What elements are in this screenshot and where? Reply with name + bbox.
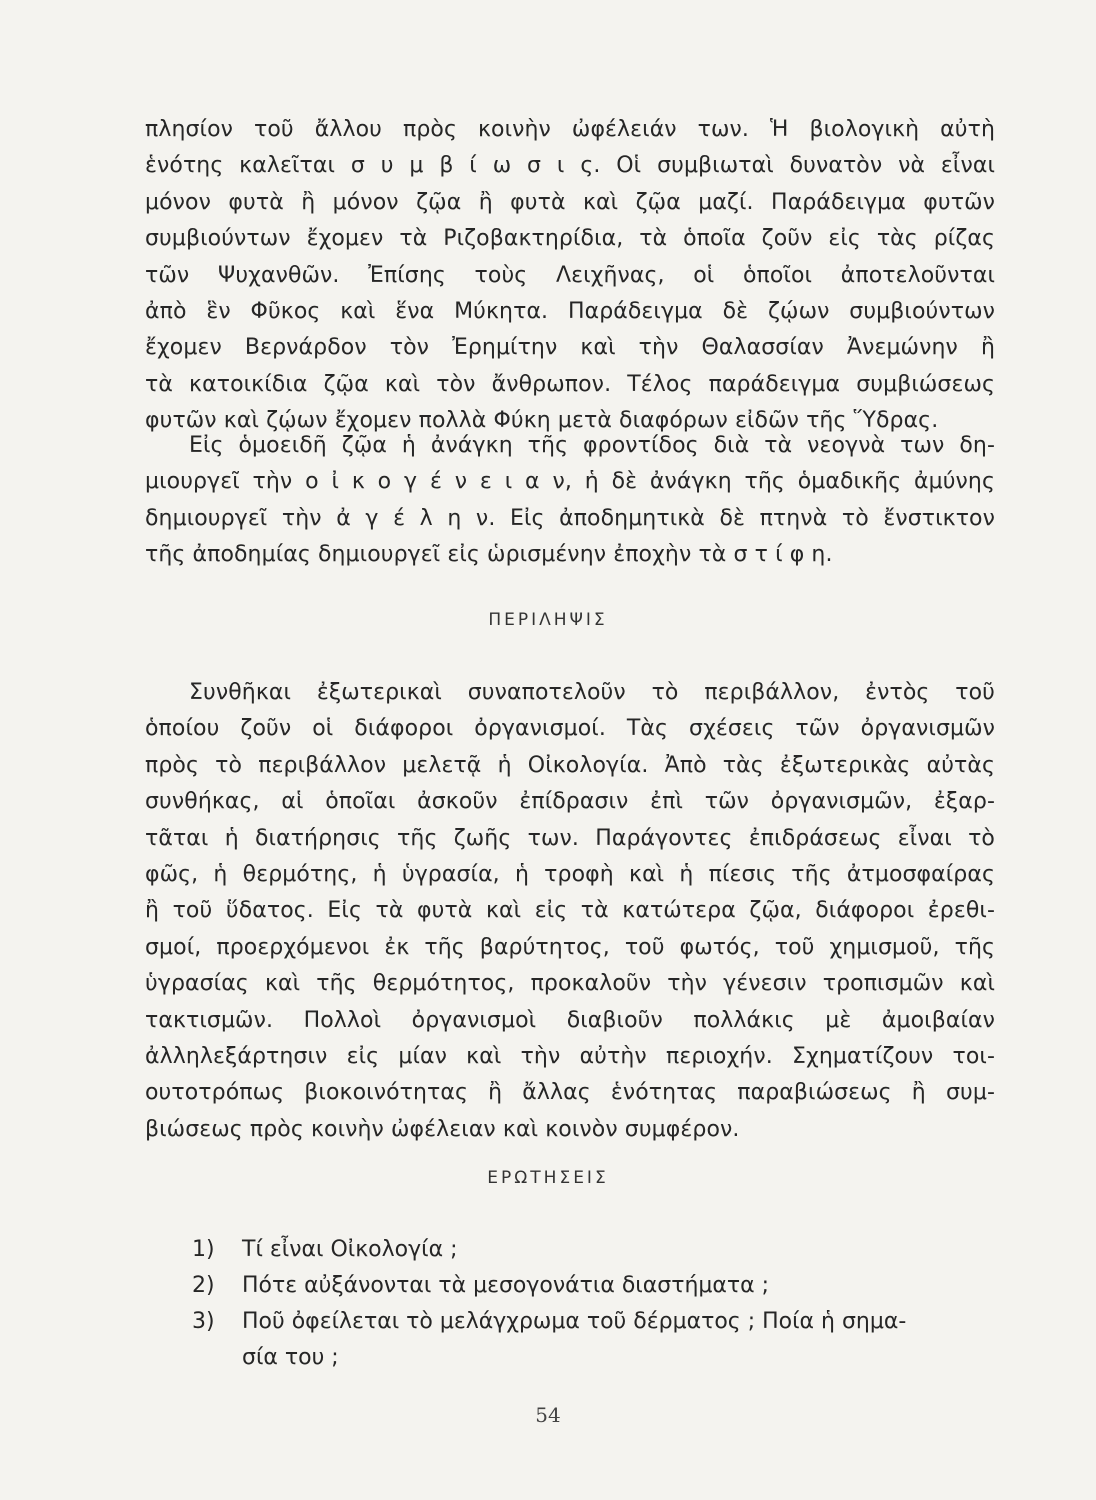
text-line: τῆς ἀποδημίας δημιουργεῖ εἰς ὡρισμένην ἐποχὴν τὰ σ τ ί φ η. xyxy=(145,542,833,568)
question-item xyxy=(192,1304,997,1340)
text-line: τῶν Ψυχανθῶν. Ἐπίσης τοὺς Λειχῆνας, οἱ ὁποῖοι ἀποτελοῦνται xyxy=(145,262,995,288)
text-line: ἢ τοῦ ὕδατος. Εἰς τὰ φυτὰ καὶ εἰς τὰ κατώτερα ζῷα, διάφοροι ἐρεθι- xyxy=(145,898,995,924)
text-line: δημιουργεῖ τὴν ἀ γ έ λ η ν. Εἰς ἀποδημητικὰ δὲ πτηνὰ τὸ ἔνστικτον xyxy=(145,505,995,531)
text-line: τὰ κατοικίδια ζῷα καὶ τὸν ἄνθρωπον. Τέλος παράδειγμα συμβιώσεως xyxy=(145,371,995,397)
text-line: μιουργεῖ τὴν ο ἰ κ ο γ έ ν ε ι α ν, ἡ δὲ ἀνάγκη τῆς ὁμαδικῆς ἀμύνης xyxy=(145,469,995,495)
question-text: Τί εἶναι Οἰκολογία ; xyxy=(242,1237,458,1262)
text-line: βιώσεως πρὸς κοινὴν ὠφέλειαν καὶ κοινὸν συμφέρον. xyxy=(145,1116,740,1142)
text-line: σμοί, προερχόμενοι ἐκ τῆς βαρύτητος, τοῦ φωτός, τοῦ χημισμοῦ, τῆς xyxy=(145,934,995,960)
text-line: ἀπὸ ἓν Φῦκος καὶ ἕνα Μύκητα. Παράδειγμα δὲ ζῴων συμβιούντων xyxy=(145,299,995,325)
text-line: Συνθῆκαι ἐξωτερικαὶ συναποτελοῦν τὸ περιβάλλον, ἐντὸς τοῦ xyxy=(189,680,995,705)
text-line: τακτισμῶν. Πολλοὶ ὀργανισμοὶ διαβιοῦν πολλάκις μὲ ἀμοιβαίαν xyxy=(145,1007,995,1033)
text-line: ἑνότης καλεῖται σ υ μ β ί ω σ ι ς. Οἱ συμβιωταὶ δυνατὸν νὰ εἶναι xyxy=(145,153,995,179)
text-line: μόνον φυτὰ ἢ μόνον ζῷα ἢ φυτὰ καὶ ζῷα μαζί. Παράδειγμα φυτῶν xyxy=(145,189,995,215)
question-number: 1) xyxy=(192,1237,215,1262)
questions-heading: ΕΡΩΤΗΣΕΙΣ xyxy=(487,1168,609,1188)
question-item xyxy=(192,1268,997,1304)
summary-heading: ΠΕΡΙΛΗΨΙΣ xyxy=(488,610,608,630)
text-line: τᾶται ἡ διατήρησις τῆς ζωῆς των. Παράγοντες ἐπιδράσεως εἶναι τὸ xyxy=(145,825,995,851)
text-line: συμβιούντων ἔχομεν τὰ Ριζοβακτηρίδια, τὰ ὁποῖα ζοῦν εἰς τὰς ρίζας xyxy=(145,226,995,252)
text-line: φυτῶν καὶ ζῴων ἔχομεν πολλὰ Φύκη μετὰ διαφόρων εἰδῶν τῆς Ὕδρας. xyxy=(145,408,939,434)
summary-paragraph xyxy=(145,675,995,1148)
text-line: ουτοτρόπως βιοκοινότητας ἢ ἄλλας ἑνότητας παραβιώσεως ἢ συμ- xyxy=(145,1080,995,1106)
text-line: Εἰς ὁμοειδῆ ζῷα ἡ ἀνάγκη τῆς φροντίδος διὰ τὰ νεογνὰ των δη- xyxy=(189,433,995,458)
text-line: ἔχομεν Βερνάρδον τὸν Ἐρημίτην καὶ τὴν Θαλασσίαν Ἀνεμώνην ἢ xyxy=(145,335,995,361)
questions-list xyxy=(192,1232,997,1376)
question-item xyxy=(192,1232,997,1268)
text-line: ἀλληλεξάρτησιν εἰς μίαν καὶ τὴν αὐτὴν περιοχήν. Σχηματίζουν τοι- xyxy=(145,1044,995,1070)
text-line: ὁποίου ζοῦν οἱ διάφοροι ὀργανισμοί. Τὰς σχέσεις τῶν ὀργανισμῶν xyxy=(145,716,995,742)
question-number: 3) xyxy=(192,1309,215,1334)
paragraph-family-herd xyxy=(145,428,995,574)
page-number: 54 xyxy=(535,1403,561,1427)
question-text: Ποῦ ὀφείλεται τὸ μελάγχρωμα τοῦ δέρματος ; Ποία ἡ σημα- xyxy=(242,1309,907,1334)
text-line: πρὸς τὸ περιβάλλον μελετᾷ ἡ Οἰκολογία. Ἀπὸ τὰς ἐξωτερικὰς αὐτὰς xyxy=(145,752,995,778)
question-number: 2) xyxy=(192,1273,215,1298)
question-continuation: σία του ; xyxy=(242,1345,339,1370)
text-line: πλησίον τοῦ ἄλλου πρὸς κοινὴν ὠφέλειάν των. Ἡ βιολογικὴ αὐτὴ xyxy=(145,117,995,142)
text-line: φῶς, ἡ θερμότης, ἡ ὑγρασία, ἡ τροφὴ καὶ ἡ πίεσις τῆς ἀτμοσφαίρας xyxy=(145,862,995,888)
text-line: ὑγρασίας καὶ τῆς θερμότητος, προκαλοῦν τὴν γένεσιν τροπισμῶν καὶ xyxy=(145,971,995,997)
text-line: συνθήκας, αἱ ὁποῖαι ἀσκοῦν ἐπίδρασιν ἐπὶ τῶν ὀργανισμῶν, ἐξαρ- xyxy=(145,789,995,815)
question-text: Πότε αὐξάνονται τὰ μεσογονάτια διαστήματα ; xyxy=(242,1273,770,1298)
paragraph-symbiosis xyxy=(145,112,995,440)
